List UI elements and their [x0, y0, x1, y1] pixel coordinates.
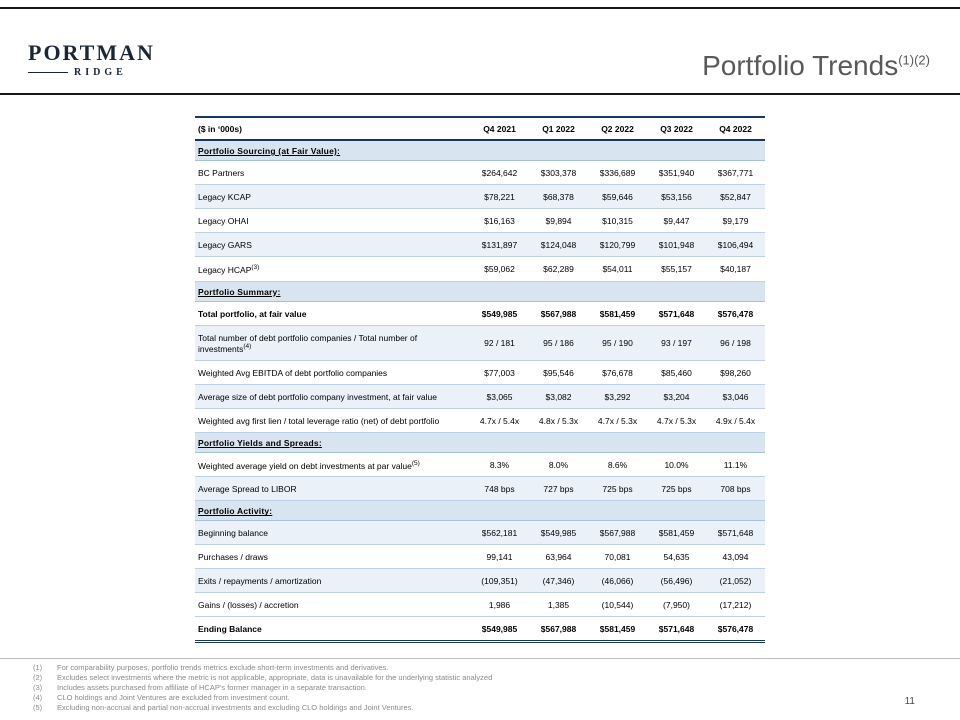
cell-value: $351,940 [658, 168, 695, 178]
table-row [195, 569, 765, 593]
cell-value: $581,459 [599, 624, 636, 635]
column-header: Q1 2022 [542, 124, 575, 134]
cell-value: $106,494 [717, 240, 754, 250]
section-header-row [195, 281, 765, 301]
cell-value: $367,771 [717, 168, 754, 178]
cell-value: 95 / 186 [543, 338, 574, 349]
cell-value: 8.6% [607, 460, 628, 471]
footnote-ref: (4) [243, 342, 252, 350]
cell-value: 93 / 197 [661, 338, 692, 349]
cell-value: $16,163 [484, 216, 515, 226]
table-row [195, 185, 765, 209]
row-label [195, 257, 470, 282]
table-row [195, 521, 765, 545]
cell-value: 4.7x / 5.3x [656, 415, 697, 426]
section-header-row [195, 432, 765, 452]
cell-value: 708 bps [720, 484, 751, 495]
section-label-cell [195, 501, 765, 521]
cell-value: $3,065 [486, 391, 513, 402]
cell-value: 727 bps [543, 484, 574, 495]
row-label [195, 384, 470, 408]
row-label [195, 233, 470, 257]
column-header: Q4 2022 [719, 124, 752, 134]
footnote-text: Excludes select investments where the metric is not applicable, appropriate, data is unavailable for the underlying statistic analyzed [57, 673, 493, 682]
row-label [195, 569, 470, 593]
cell-value: 96 / 198 [720, 338, 751, 349]
footnote-ref: (3) [251, 264, 260, 271]
row-label-text: Weighted Avg EBITDA of debt portfolio companies [198, 367, 388, 378]
table-row [195, 161, 765, 185]
slide-title-text: Portfolio Trends [702, 50, 899, 81]
cell-value: 4.8x / 5.3x [538, 415, 579, 426]
cell-value: $54,011 [602, 264, 633, 275]
row-label [195, 477, 470, 501]
cell-value: (10,544) [601, 600, 634, 611]
logo-rule [28, 72, 68, 73]
cell-value: $562,181 [481, 528, 518, 539]
cell-value: $10,315 [602, 216, 633, 226]
row-label-text: Exits / repayments / amortization [198, 576, 322, 587]
table-row [195, 452, 765, 477]
cell-value: $131,897 [481, 240, 518, 250]
row-label [195, 325, 470, 360]
column-header: Q2 2022 [601, 124, 634, 134]
portfolio-trends-table [195, 116, 765, 643]
cell-value: $40,187 [720, 264, 751, 275]
row-label-text: Average size of debt portfolio company investment, at fair value [198, 391, 437, 402]
cell-value: $52,847 [720, 192, 751, 202]
section-title: Portfolio Activity: [198, 506, 273, 517]
footnote-text: Includes assets purchased from affiliate of HCAP’s former manager in a separate transaction. [57, 683, 367, 692]
table-row [195, 301, 765, 325]
cell-value: $3,082 [545, 391, 572, 402]
footnote-text: CLO holdings and Joint Ventures are excluded from investment count. [57, 693, 290, 702]
table-row [195, 593, 765, 617]
cell-value: 70,081 [604, 552, 631, 563]
row-label-text: Legacy OHAI [198, 216, 249, 226]
portman-ridge-logo [28, 42, 155, 78]
cell-value: $571,648 [658, 308, 695, 319]
cell-value: $124,048 [540, 240, 577, 250]
logo-ridge-row [28, 67, 155, 78]
row-label [195, 161, 470, 185]
footnote [33, 663, 693, 673]
footnote-ref: (5) [411, 459, 420, 467]
footnote [33, 673, 693, 683]
cell-value: 10.0% [664, 460, 689, 471]
cell-value: 43,094 [722, 552, 749, 563]
row-label-text: Weighted average yield on debt investments at par value [198, 460, 412, 471]
footnotes [33, 663, 693, 713]
cell-value: 54,635 [663, 552, 690, 563]
cell-value: $9,894 [545, 216, 572, 226]
cell-value: 63,964 [545, 552, 572, 563]
row-label [195, 360, 470, 384]
cell-value: $571,648 [658, 624, 695, 635]
cell-value: $53,156 [661, 192, 692, 202]
footnote-text: Excluding non-accrual and partial non-accrual investments and excluding CLO holdings and Joint Ventures. [57, 703, 414, 712]
footnote [33, 683, 693, 693]
footnote [33, 693, 693, 703]
section-title: Portfolio Yields and Spreads: [198, 437, 322, 448]
cell-value: $9,179 [722, 216, 749, 226]
section-header-row [195, 140, 765, 161]
cell-value: 748 bps [484, 484, 515, 495]
header-divider [0, 93, 960, 95]
table-row [195, 257, 765, 282]
table-header-row [195, 117, 765, 140]
footnote-number: (2) [33, 673, 43, 682]
row-label-text: Total portfolio, at fair value [198, 308, 307, 319]
row-label-text: Average Spread to LIBOR [198, 484, 297, 495]
section-title: Portfolio Sourcing (at Fair Value): [198, 146, 341, 156]
cell-value: $571,648 [717, 528, 754, 539]
cell-value: $264,642 [481, 168, 518, 178]
row-label-text: Total number of debt portfolio companies / Total number of investments [198, 332, 418, 354]
cell-value: $59,646 [602, 192, 633, 202]
section-label-cell [195, 432, 765, 452]
cell-value: $567,988 [599, 528, 636, 539]
cell-value: $303,378 [540, 168, 577, 178]
cell-value: $101,948 [658, 240, 695, 250]
table-row [195, 325, 765, 360]
row-label [195, 408, 470, 432]
cell-value: 92 / 181 [484, 338, 515, 349]
cell-value: $59,062 [484, 264, 515, 275]
cell-value: $576,478 [717, 624, 754, 635]
cell-value: 8.0% [548, 460, 569, 471]
row-label-text: Legacy GARS [198, 240, 252, 250]
cell-value: $567,988 [540, 624, 577, 635]
table-row [195, 384, 765, 408]
cell-value: 725 bps [602, 484, 633, 495]
section-label-cell [195, 281, 765, 301]
cell-value: $85,460 [661, 367, 692, 378]
column-header: Q4 2021 [483, 124, 516, 134]
cell-value: $95,546 [543, 367, 574, 378]
cell-value: $3,204 [663, 391, 690, 402]
footnote-number: (1) [33, 663, 43, 672]
row-label [195, 617, 470, 642]
cell-value: (109,351) [481, 576, 518, 587]
table-row [195, 408, 765, 432]
cell-value: $9,447 [663, 216, 690, 226]
cell-value: $98,260 [720, 367, 751, 378]
row-label-text: Beginning balance [198, 528, 268, 539]
row-label [195, 521, 470, 545]
logo-portman-text: PORTMAN [28, 40, 155, 65]
cell-value: (46,066) [601, 576, 634, 587]
top-divider [0, 7, 960, 9]
slide-title [702, 50, 930, 82]
table-row [195, 617, 765, 642]
cell-value: $576,478 [717, 308, 754, 319]
section-title: Portfolio Summary: [198, 286, 281, 297]
cell-value: $3,046 [722, 391, 749, 402]
cell-value: $549,985 [540, 528, 577, 539]
cell-value: 95 / 190 [602, 338, 633, 349]
footnote-number: (4) [33, 693, 43, 702]
table-row [195, 209, 765, 233]
row-label [195, 593, 470, 617]
cell-value: 1,385 [547, 600, 570, 611]
cell-value: $581,459 [658, 528, 695, 539]
cell-value: 8.3% [489, 460, 510, 471]
page-number: 11 [904, 696, 915, 707]
cell-value: (56,496) [660, 576, 693, 587]
table-row [195, 545, 765, 569]
row-label-text: Gains / (losses) / accretion [198, 600, 299, 611]
cell-value: (47,346) [542, 576, 575, 587]
cell-value: $77,003 [484, 367, 515, 378]
row-label-text: Weighted avg first lien / total leverage ratio (net) of debt portfolio [198, 415, 440, 426]
logo-ridge-text: RIDGE [74, 67, 127, 78]
cell-value: 4.9x / 5.4x [715, 415, 756, 426]
cell-value: 725 bps [661, 484, 692, 495]
cell-value: $55,157 [661, 264, 692, 275]
footnote-number: (3) [33, 683, 43, 692]
cell-value: 4.7x / 5.4x [479, 415, 520, 426]
column-header: Q3 2022 [660, 124, 693, 134]
row-label [195, 185, 470, 209]
section-label-cell [195, 140, 765, 161]
cell-value: $567,988 [540, 308, 577, 319]
section-header-row [195, 501, 765, 521]
cell-value: $68,378 [543, 192, 574, 202]
cell-value: (17,212) [719, 600, 752, 611]
cell-value: $76,678 [602, 367, 633, 378]
footnote-number: (5) [33, 703, 43, 712]
footnote [33, 703, 693, 713]
cell-value: $336,689 [599, 168, 636, 178]
row-label-text: BC Partners [198, 168, 245, 178]
row-label-text: Legacy HCAP [198, 264, 252, 275]
row-label [195, 545, 470, 569]
cell-value: $549,985 [481, 624, 518, 635]
cell-value: $581,459 [599, 308, 636, 319]
table-row [195, 360, 765, 384]
row-label [195, 209, 470, 233]
row-label [195, 452, 470, 477]
units-label: ($ in ‘000s) [198, 124, 242, 134]
footer-divider [0, 658, 960, 659]
row-label-text: Ending Balance [198, 624, 262, 635]
cell-value: 11.1% [723, 460, 748, 471]
cell-value: $120,799 [599, 240, 636, 250]
cell-value: $549,985 [481, 308, 518, 319]
table-row [195, 477, 765, 501]
cell-value: $78,221 [484, 192, 515, 202]
row-label-text: Legacy KCAP [198, 192, 251, 202]
table-row [195, 233, 765, 257]
cell-value: $3,292 [604, 391, 631, 402]
cell-value: (7,950) [663, 600, 690, 611]
cell-value: $62,289 [543, 264, 574, 275]
cell-value: 1,986 [488, 600, 511, 611]
row-label [195, 301, 470, 325]
cell-value: 99,141 [486, 552, 513, 563]
footnote-text: For comparability purposes, portfolio trends metrics exclude short-term investments and derivatives. [57, 663, 389, 672]
cell-value: (21,052) [719, 576, 752, 587]
row-label-text: Purchases / draws [198, 552, 268, 563]
cell-value: 4.7x / 5.3x [597, 415, 638, 426]
title-footnote-refs: (1)(2) [898, 52, 930, 68]
